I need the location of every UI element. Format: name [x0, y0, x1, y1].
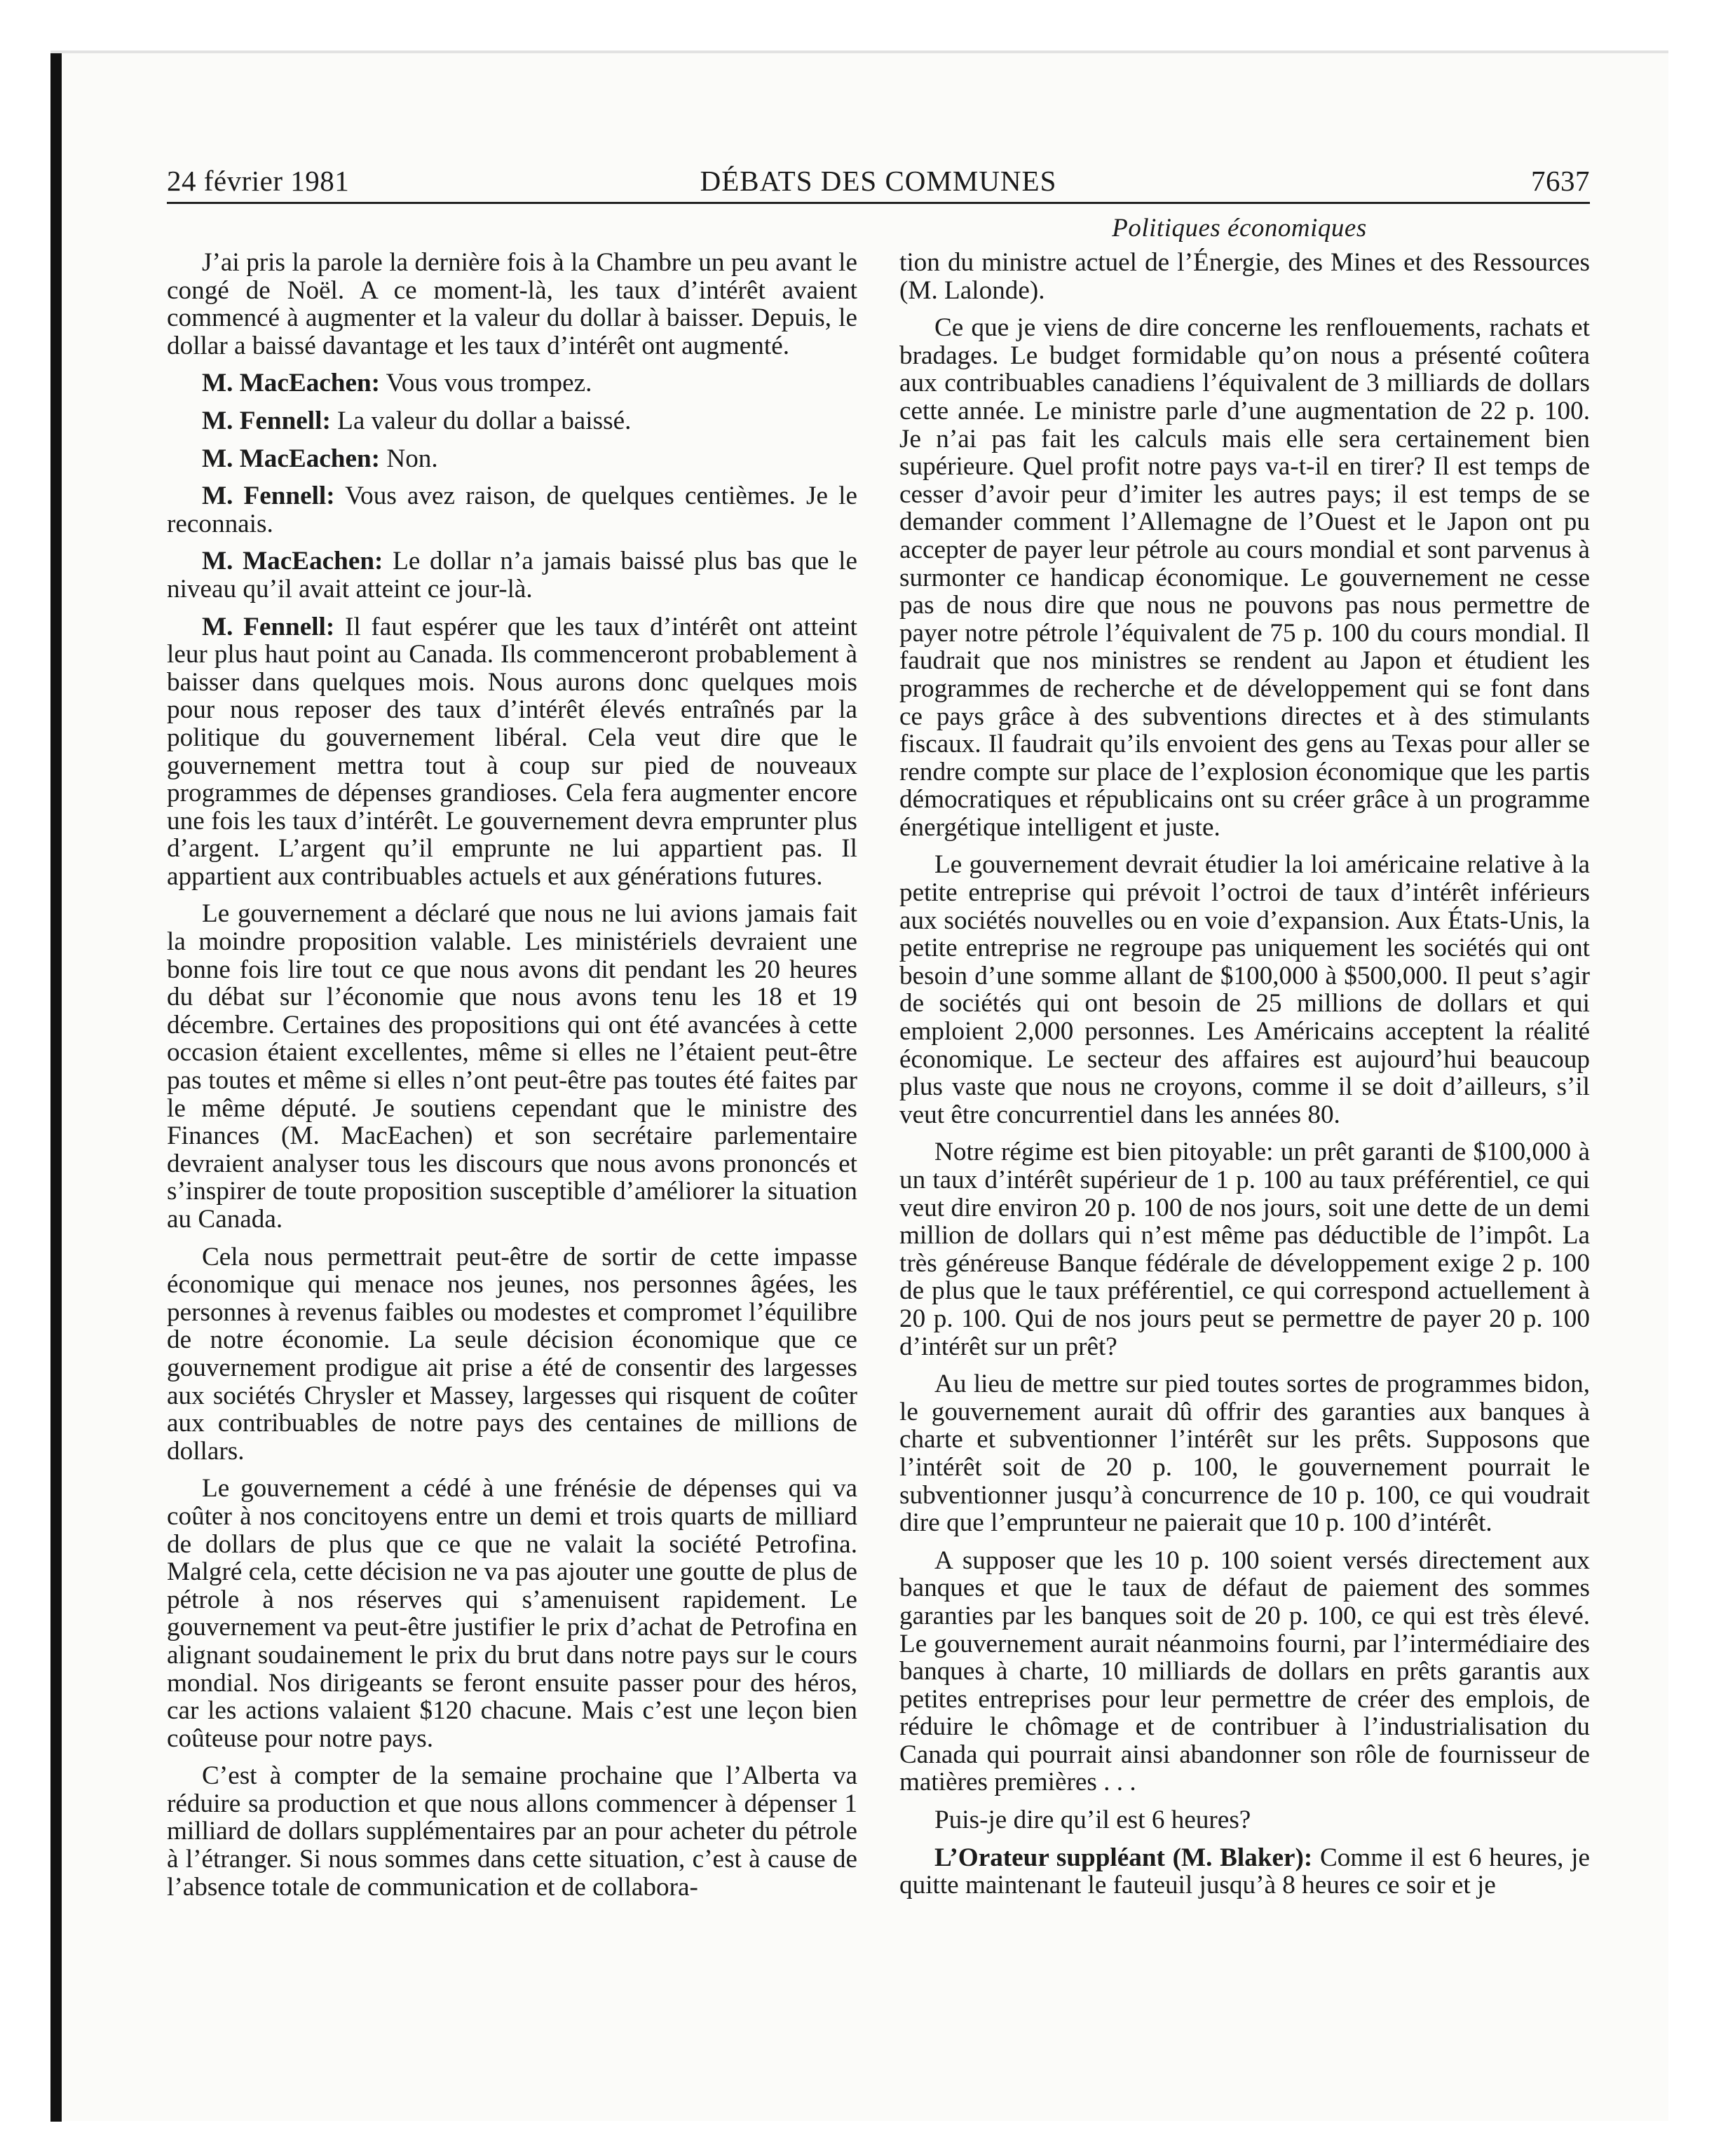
speech-text: Non.	[380, 444, 438, 473]
paragraph: C’est à compter de la semaine prochaine que l’Alberta va réduire sa production et que nous allons commencer à dépenser 1 milliard de dollars supplémentaires par an pour acheter du pétrole à l’étranger. Si nous sommes dans cette situation, c’est à cause de l’absence totale de communication et de collabora-	[167, 1761, 857, 1902]
header-date: 24 février 1981	[167, 165, 350, 197]
speech-paragraph	[167, 369, 857, 397]
speech-paragraph	[167, 407, 857, 435]
paragraph: Notre régime est bien pitoyable: un prêt garanti de $100,000 à un taux d’intérêt supérieur de 1 p. 100 au taux préférentiel, ce qui veut dire environ 20 p. 100 de nos jours, soit une dette de un demi million de dollars qui n’est même pas déductible de l’impôt. La très généreuse Banque fédérale de développement exige 2 p. 100 de plus que le taux préférentiel, ce qui correspond actuellement à 20 p. 100. Qui de nos jours peut se permettre de payer 20 p. 100 d’intérêt sur un prêt?	[899, 1138, 1590, 1361]
speech-text: Il faut espérer que les taux d’intérêt ont atteint leur plus haut point au Canada. Ils commenceront probablement à baisser dans quelques mois. Nous aurons donc quelques mois pour nous reposer des taux d’intérêt élevés entraînés par la politique du gouvernement libéral. Cela veut dire que le gouvernement mettra tout à coup sur pied de nouveaux programmes de dépenses grandioses. Cela fera augmenter encore une fois les taux d’intérêt. Le gouvernement devra emprunter plus d’argent. L’argent qu’il emprunte ne lui appartient pas. Il appartient aux contribuables actuels et aux générations futures.	[167, 612, 857, 891]
speaker-name: M. MacEachen:	[202, 369, 381, 398]
speech-text: Comme il est 6 heures, je quitte maintenant le fauteuil jusqu’à 8 heures ce soir et je	[899, 1843, 1591, 1900]
speaker-name: M. Fennell:	[202, 482, 335, 511]
page-header	[167, 158, 1590, 203]
scan-border	[50, 50, 62, 2122]
paragraph-continuation: tion du ministre actuel de l’Énergie, des Mines et des Ressources (M. Lalonde).	[899, 248, 1590, 305]
left-column	[167, 249, 857, 2036]
paragraph: A supposer que les 10 p. 100 soient versés directement aux banques et que le taux de défaut de paiement des sommes garanties par les banques soit de 20 p. 100, ce qui est très élevé. Le gouvernement aurait néanmoins fourni, par l’intermédiaire des banques à charte, 10 milliards de dollars en prêts garantis aux petites entreprises pour leur permettre de créer des emplois, de réduire le chômage et de contribuer à l’industrialisation du Canada qui pourrait ainsi abandonner son rôle de fournisseur de matières premières . . .	[899, 1546, 1590, 1797]
paragraph: J’ai pris la parole la dernière fois à la Chambre un peu avant le congé de Noël. A ce moment-là, les taux d’intérêt avaient commencé à augmenter et la valeur du dollar à baisser. Depuis, le dollar a baissé davantage et les taux d’intérêt ont augmenté.	[167, 248, 857, 360]
speech-text: Vous vous trompez.	[380, 369, 592, 398]
header-rule	[167, 202, 1590, 204]
paragraph: Cela nous permettrait peut-être de sortir de cette impasse économique qui menace nos jeunes, nos personnes âgées, les personnes à revenus faibles ou modestes et compromet l’équilibre de notre économie. La seule décision économique que ce gouvernement prodigue ait prise a été de consentir des largesses aux sociétés Chrysler et Massey, largesses qui risquent de coûter aux contribuables de notre pays des centaines de millions de dollars.	[167, 1242, 857, 1466]
speaker-name: M. Fennell:	[202, 406, 331, 435]
speech-text: Le dollar n’a jamais baissé plus bas que le niveau qu’il avait atteint ce jour-là.	[167, 547, 857, 603]
speech-paragraph	[167, 547, 857, 603]
page-number: 7637	[1531, 165, 1590, 197]
paragraph: Au lieu de mettre sur pied toutes sortes de programmes bidon, le gouvernement aurait dû offrir des garanties aux banques à charte et subventionner l’intérêt sur les prêts. Supposons que l’intérêt soit de 20 p. 100, le gouvernement pourrait le subventionner jusqu’à concurrence de 10 p. 100, ce qui voudrait dire que l’emprunteur ne paierait que 10 p. 100 d’intérêt.	[899, 1370, 1590, 1538]
speech-text: La valeur du dollar a baissé.	[330, 406, 632, 435]
speech-paragraph	[167, 613, 857, 891]
paragraph: Ce que je viens de dire concerne les renflouements, rachats et bradages. Le budget formidable qu’on nous a présenté coûtera aux contribuables canadiens l’équivalent de 3 milliards de dollars cette année. Le ministre parle d’une augmentation de 22 p. 100. Je n’ai pas fait les calculs mais elle sera certainement bien supérieure. Quel profit notre pays va-t-il en tirer? Il est temps de cesser d’avoir peur d’imiter les autres pays; il est temps de se demander comment l’Allemagne de l’Ouest et le Japon ont pu accepter de payer leur pétrole au cours mondial et sont parvenus à surmonter ce handicap économique. Le gouvernement ne cesse pas de nous dire que nous ne pouvons pas nous permettre de payer notre pétrole l’équivalent de 75 p. 100 du cours mondial. Il faudrait que nos ministres se rendent au Japon et étudient les programmes de recherche et de développement qui se font dans ce pays grâce à des subventions directes et à des stimulants fiscaux. Il faudrait qu’ils envoient des gens au Texas pour aller se rendre compte sur place de l’explosion économique que les partis démocratiques et républicains ont su créer grâce à un programme énergétique intelligent et juste.	[899, 313, 1590, 842]
speaker-name: M. MacEachen:	[202, 444, 381, 473]
speaker-name: M. MacEachen:	[202, 547, 383, 576]
speech-paragraph	[167, 482, 857, 538]
paragraph: Le gouvernement a cédé à une frénésie de dépenses qui va coûter à nos concitoyens entre un demi et trois quarts de milliard de dollars de plus que ce que ne valait la société Petrofina. Malgré cela, cette décision ne va pas ajouter une goutte de plus de pétrole à nos réserves qui s’amenuisent rapidement. Le gouvernement va peut-être justifier le prix d’achat de Petrofina en alignant soudainement le prix du brut dans notre pays sur le cours mondial. Nos dirigeants se feront ensuite passer pour des héros, car les actions valaient $120 chacune. Mais c’est une leçon bien coûteuse pour notre pays.	[167, 1474, 857, 1753]
paragraph: Puis-je dire qu’il est 6 heures?	[934, 1806, 1251, 1835]
speech-paragraph	[899, 1844, 1590, 1899]
right-column	[899, 249, 1590, 2036]
header-title: DÉBATS DES COMMUNES	[700, 165, 1057, 197]
speech-paragraph	[167, 445, 857, 473]
paragraph: Le gouvernement a déclaré que nous ne lui avions jamais fait la moindre proposition valable. Les ministériels devraient une bonne fois lire tout ce que nous avons dit pendant les 20 heures du débat sur l’économie que nous avons tenu les 18 et 19 décembre. Certaines des propositions qui ont été avancées à cette occasion étaient excellentes, même si elles ne l’étaient peut-être pas toutes et même si elles n’ont peut-être pas toutes été faites par le même député. Je soutiens cependant que le ministre des Finances (M. MacEachen) et son secrétaire parlementaire devraient analyser tous les discours que nous avons prononcés et s’inspirer de toute proposition susceptible d’améliorer la situation au Canada.	[167, 899, 857, 1234]
speaker-name: L’Orateur suppléant (M. Blaker):	[934, 1843, 1313, 1872]
running-head: Politiques économiques	[1112, 214, 1367, 243]
speech-text: Vous avez raison, de quelques centièmes. Je le reconnais.	[167, 482, 857, 538]
paragraph: Le gouvernement devrait étudier la loi américaine relative à la petite entreprise qui prévoit l’octroi de taux d’intérêt inférieurs aux sociétés nouvelles ou en voie d’expansion. Aux États-Unis, la petite entreprise ne regroupe pas uniquement les sociétés qui ont besoin d’une somme allant de $100,000 à $500,000. Il peut s’agir de sociétés qui ont besoin de 25 millions de dollars et qui emploient 2,000 personnes. Les Américains acceptent la réalité économique. Le secteur des affaires est aujourd’hui beaucoup plus vaste que nous ne croyons, comme il se doit d’ailleurs, s’il veut être concurrentiel dans les années 80.	[899, 850, 1590, 1129]
speaker-name: M. Fennell:	[202, 612, 335, 641]
